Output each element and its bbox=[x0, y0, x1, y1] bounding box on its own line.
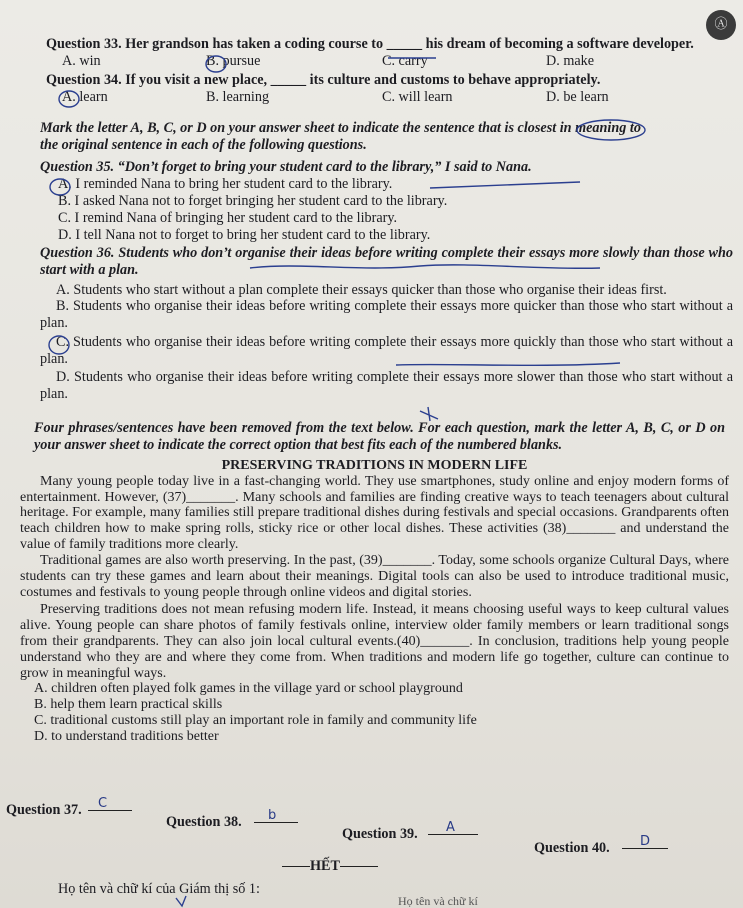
invigilator-1-label: Họ tên và chữ kí của Giám thị số 1: bbox=[58, 881, 260, 897]
passage-paragraph-1: Many young people today live in a fast-changing world. They use smartphones, study online and enjoy modern forms of entertainment. However, (37)_______. Many schools and families are finding creative ways to teach teenagers about cultural heritage. For example, many families still prepare traditional dishes during festivals and special occasions. Grandparents often teach children how to make spring rolls, sticky rice or other local dishes. These activities (38)_______ and understand the value of family traditions more clearly. bbox=[20, 473, 729, 553]
stem-text: Question 35. “Don’t forget to bring your student card to the library,” I said to Nana. bbox=[40, 159, 532, 175]
option: A. win bbox=[62, 53, 101, 69]
blank-options bbox=[20, 681, 729, 744]
answer-blank bbox=[88, 810, 132, 811]
handwritten-answer: b bbox=[268, 808, 277, 823]
text-recognition-icon[interactable]: Ⓐ bbox=[706, 10, 736, 40]
option: B. Students who organise their ideas before writing complete their essays more quicker than those who start without a plan. bbox=[40, 298, 733, 331]
option: C. will learn bbox=[382, 89, 453, 105]
invigilator-2-label: Họ tên và chữ kí bbox=[398, 894, 478, 908]
option: D. I tell Nana not to forget to bring her student card to the library. bbox=[58, 227, 431, 243]
passage-paragraph-3: Preserving traditions does not mean refusing modern life. Instead, it means choosing useful ways to keep cultural values alive. Young people can share photos of family festivals online, interview older family members or learn traditional songs from their grandparents. They can also join local cultural events.(40)_______. In conclusion, traditions help young people understand who they are and where they come from. When traditions and modern life go together, culture can continue to grow in meaningful ways. bbox=[20, 602, 729, 681]
answer-label: Question 39. bbox=[342, 826, 418, 842]
question-stem: Question 34. If you visit a new place, _____ its culture and customs to behave appropriately. bbox=[46, 72, 601, 88]
option: B. help them learn practical skills bbox=[34, 697, 223, 713]
instruction-closest-meaning bbox=[40, 120, 739, 154]
options-row bbox=[46, 89, 737, 106]
option: A. children often played folk games in the village yard or school playground bbox=[34, 681, 463, 697]
answer-label: Question 37. bbox=[6, 802, 82, 818]
option: D. be learn bbox=[546, 89, 609, 105]
option: B. learning bbox=[206, 89, 270, 105]
footer bbox=[0, 881, 743, 908]
question-36 bbox=[40, 245, 733, 403]
end-mark bbox=[282, 858, 402, 875]
option: A. Students who start without a plan complete their essays quicker than those who organise their ideas first. bbox=[56, 281, 667, 298]
instruction-line: Mark the letter A, B, C, or D on your answer sheet to indicate the sentence that is closest in meaning to bbox=[40, 120, 641, 136]
passage-title: PRESERVING TRADITIONS IN MODERN LIFE bbox=[221, 458, 528, 473]
reading-passage bbox=[20, 458, 729, 745]
option: D. to understand traditions better bbox=[34, 728, 219, 744]
option: A. I reminded Nana to bring her student card to the library. bbox=[58, 176, 393, 192]
option: C. Students who organise their ideas before writing complete their essays more quickly than those who start without a plan. bbox=[40, 333, 733, 367]
cross-mark bbox=[420, 407, 438, 421]
option: C. I remind Nana of bringing her student card to the library. bbox=[58, 210, 398, 226]
question-stem: Question 33. Her grandson has taken a coding course to _____ his dream of becoming a software developer. bbox=[46, 36, 694, 52]
option: B. I asked Nana not to forget bringing her student card to the library. bbox=[58, 193, 448, 209]
question-33 bbox=[46, 36, 737, 70]
handwritten-answer: C bbox=[98, 796, 108, 811]
option: C. carry bbox=[382, 53, 428, 69]
option: A. learn bbox=[62, 89, 108, 105]
instruction-line: the original sentence in each of the following questions. bbox=[40, 137, 367, 153]
handwritten-answer: A bbox=[446, 820, 455, 835]
option: C. traditional customs still play an important role in family and community life bbox=[34, 713, 477, 728]
answer-label: Question 38. bbox=[166, 814, 242, 830]
question-35 bbox=[40, 159, 735, 244]
question-stem: Question 36. Students who don’t organise their ideas before writing complete their essays more slowly than those who start with a plan. bbox=[40, 245, 733, 278]
question-stem bbox=[40, 159, 735, 176]
handwritten-answer: D bbox=[640, 834, 651, 849]
option: D. make bbox=[546, 53, 595, 69]
answer-label: Question 40. bbox=[534, 840, 610, 856]
option: B. pursue bbox=[206, 53, 261, 69]
passage-paragraph-2: Traditional games are also worth preserving. In the past, (39)_______. Today, some schools organize Cultural Days, where students can try these games and learn about their meanings. Digital tools can also be used to introduce traditional music, costumes and festivals to young people through online videos and digital stories. bbox=[20, 552, 729, 600]
option: D. Students who organise their ideas before writing complete their essays more slower than those who start without a plan. bbox=[40, 369, 733, 402]
end-text: HẾT bbox=[310, 858, 340, 874]
question-34 bbox=[46, 72, 737, 106]
answer-lines bbox=[0, 796, 743, 862]
options-row bbox=[46, 53, 737, 70]
instruction-reading-blanks: Four phrases/sentences have been removed from the text below. For each question, mark the letter A, B, C, or D on your answer sheet to indicate the correct option that best fits each of the numbered blanks. bbox=[34, 420, 725, 453]
